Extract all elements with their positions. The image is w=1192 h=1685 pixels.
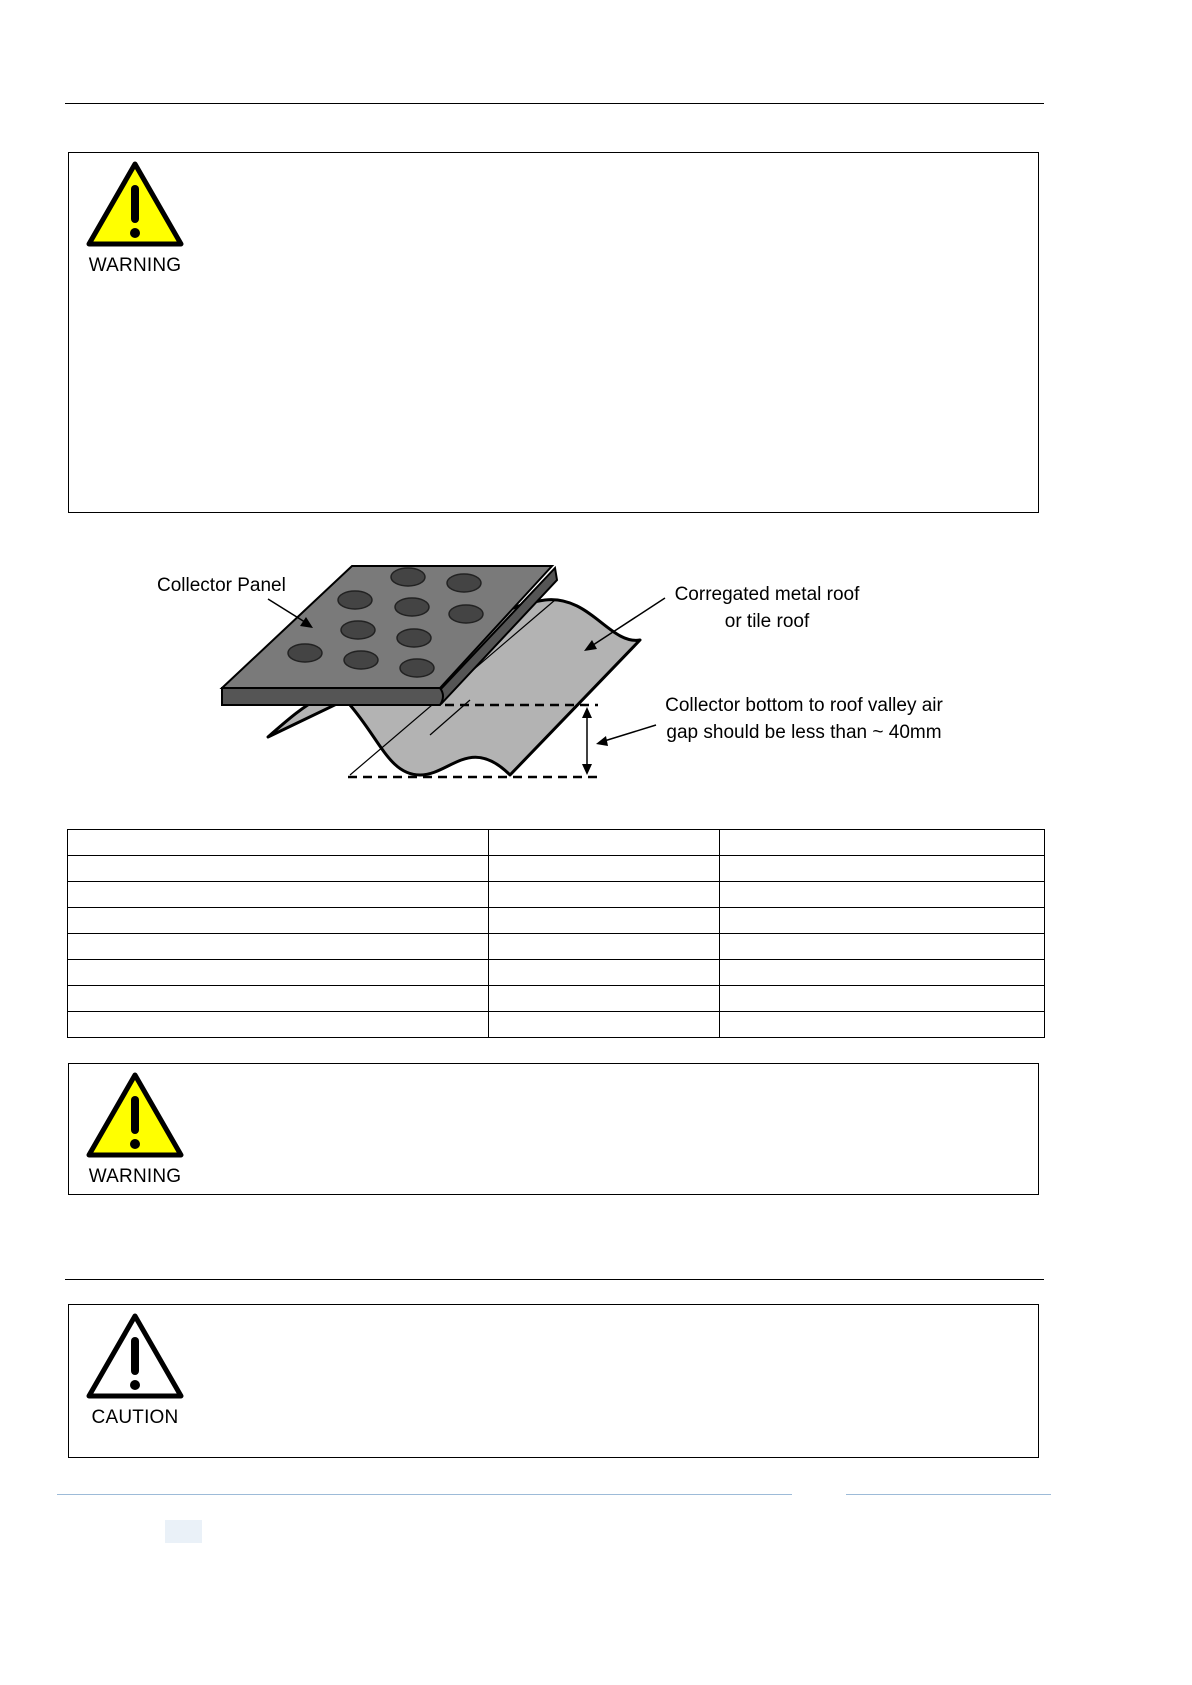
table-row	[68, 908, 1045, 934]
table-cell	[489, 934, 720, 960]
gap-arrow-head-up	[582, 707, 592, 718]
table-cell	[68, 960, 489, 986]
collector-panel-label: Collector Panel	[157, 575, 286, 596]
footer-rule-left	[57, 1494, 792, 1495]
warning-triangle-icon	[85, 1070, 185, 1160]
table-cell	[720, 960, 1045, 986]
warning-box-top	[68, 152, 1039, 513]
table-row	[68, 986, 1045, 1012]
warning-sign	[85, 159, 185, 277]
gap-leader	[601, 725, 656, 742]
table-cell	[720, 986, 1045, 1012]
table-cell	[489, 908, 720, 934]
collector-hole	[397, 629, 431, 647]
header-rule	[65, 103, 1044, 104]
gap-label-line2: gap should be less than ~ 40mm	[666, 722, 942, 743]
collector-roof-diagram	[0, 540, 1109, 800]
caution-box	[68, 1304, 1039, 1458]
page-number-box	[165, 1520, 202, 1543]
warning-sign	[85, 1070, 185, 1188]
warning-box-middle	[68, 1063, 1039, 1195]
table-cell	[68, 1012, 489, 1038]
table-cell	[68, 986, 489, 1012]
table-cell	[720, 908, 1045, 934]
table-row	[68, 960, 1045, 986]
spec-table	[67, 829, 1045, 1038]
caution-triangle-icon	[85, 1311, 185, 1401]
gap-label-line1: Collector bottom to roof valley air	[665, 695, 943, 716]
table-cell	[68, 882, 489, 908]
table-cell	[489, 986, 720, 1012]
roof-label-line1: Corregated metal roof	[674, 584, 860, 605]
collector-hole	[338, 591, 372, 609]
gap-arrow-head-down	[582, 764, 592, 775]
collector-hole	[449, 605, 483, 623]
table-row	[68, 830, 1045, 856]
footer-rule-right	[846, 1494, 1051, 1495]
table-cell	[489, 882, 720, 908]
table-cell	[68, 908, 489, 934]
gap-leader-head	[596, 736, 608, 746]
collector-panel-edge	[222, 688, 443, 705]
collector-hole	[400, 659, 434, 677]
collector-hole	[395, 598, 429, 616]
collector-hole	[391, 568, 425, 586]
table-cell	[720, 830, 1045, 856]
table-cell	[68, 934, 489, 960]
table-cell	[68, 830, 489, 856]
collector-hole	[341, 621, 375, 639]
warning-label: WARNING	[88, 255, 182, 276]
table-cell	[720, 856, 1045, 882]
table-cell	[720, 1012, 1045, 1038]
table-cell	[720, 934, 1045, 960]
table-cell	[489, 960, 720, 986]
collector-hole	[288, 644, 322, 662]
table-row	[68, 934, 1045, 960]
table-row	[68, 1012, 1045, 1038]
table-cell	[489, 1012, 720, 1038]
warning-triangle-icon	[85, 159, 185, 249]
roof-label-line2: or tile roof	[724, 611, 810, 632]
table-row	[68, 882, 1045, 908]
warning-label: WARNING	[88, 1166, 182, 1187]
caution-sign	[85, 1311, 185, 1429]
section-rule	[65, 1279, 1044, 1280]
table-cell	[68, 856, 489, 882]
collector-hole	[447, 574, 481, 592]
table-cell	[489, 856, 720, 882]
table-row	[68, 856, 1045, 882]
table-cell	[489, 830, 720, 856]
collector-hole	[344, 651, 378, 669]
collector-panel-leader	[268, 599, 308, 624]
caution-label: CAUTION	[91, 1407, 179, 1428]
table-cell	[720, 882, 1045, 908]
